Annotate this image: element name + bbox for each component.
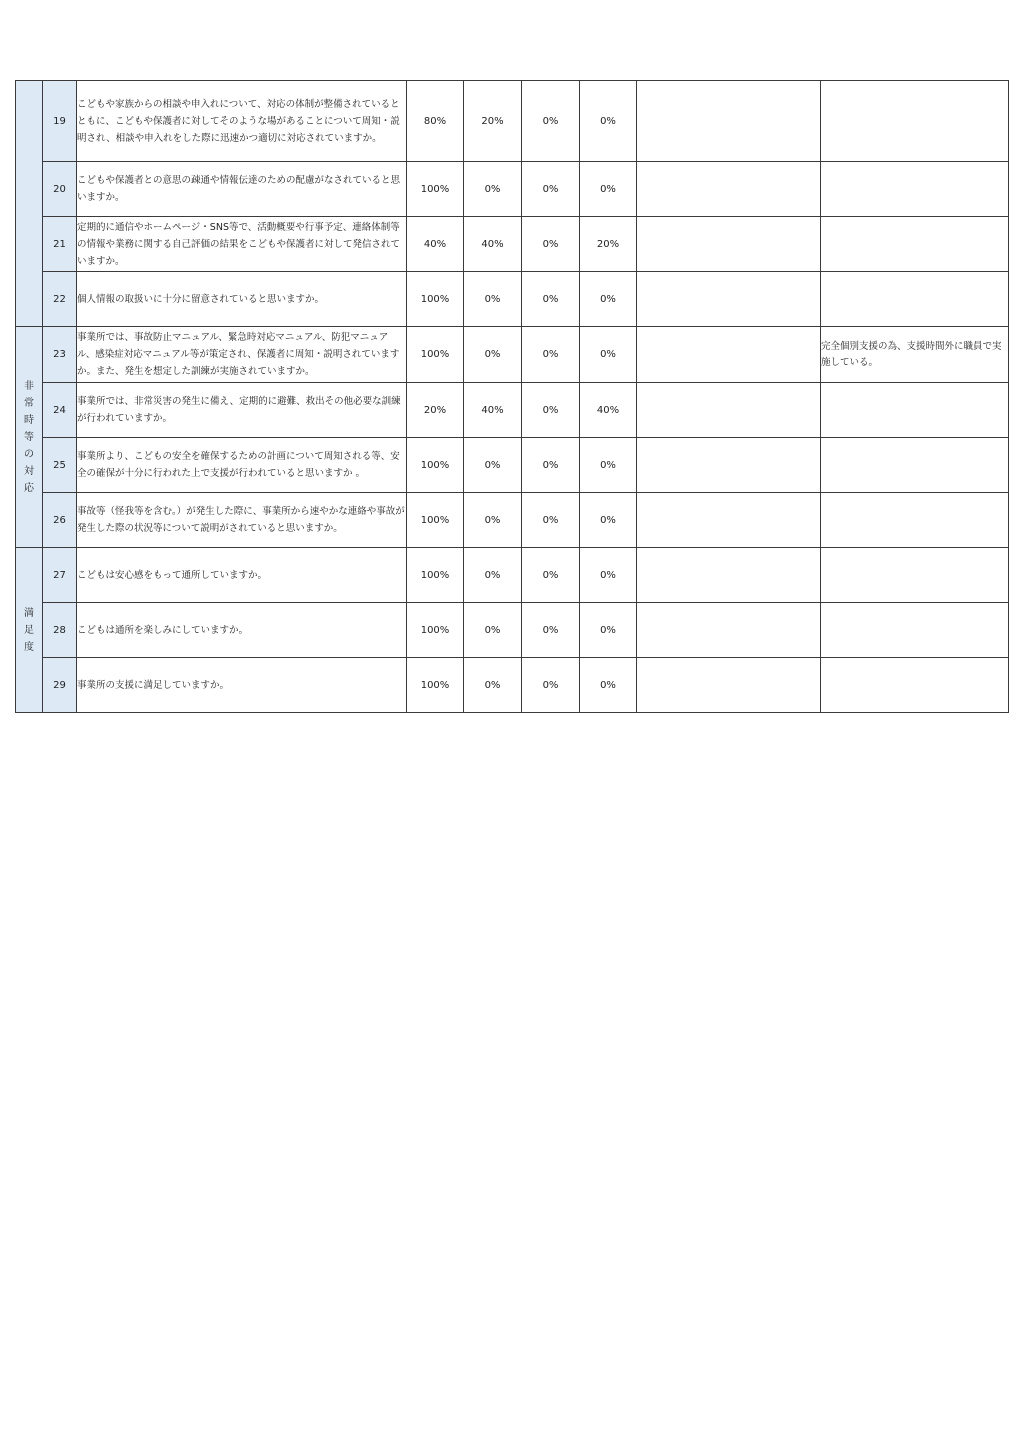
pct-somewhat: 0%	[464, 548, 522, 603]
pct-somewhat: 0%	[464, 658, 522, 713]
category-emergency	[16, 327, 43, 548]
table-row	[16, 383, 1009, 438]
response-cell	[821, 603, 1009, 658]
response-cell	[821, 438, 1009, 493]
pct-no: 0%	[522, 81, 580, 162]
question-number: 29	[43, 658, 77, 713]
pct-no: 0%	[522, 493, 580, 548]
comment-cell	[637, 603, 821, 658]
pct-unknown: 0%	[580, 162, 637, 217]
pct-unknown: 0%	[580, 438, 637, 493]
pct-unknown: 0%	[580, 327, 637, 383]
question-text: 事業所の支援に満足していますか。	[77, 658, 407, 713]
question-text: 事故等（怪我等を含む。）が発生した際に、事業所から速やかな連絡や事故が発生した際の状況等について説明がされていると思いますか。	[77, 493, 407, 548]
table-row	[16, 493, 1009, 548]
table-row	[16, 548, 1009, 603]
table-row	[16, 81, 1009, 162]
pct-somewhat: 40%	[464, 383, 522, 438]
pct-yes: 100%	[407, 438, 464, 493]
survey-table	[15, 80, 1009, 713]
question-text: こどもや家族からの相談や申入れについて、対応の体制が整備されているとともに、こどもや保護者に対してそのような場があることについて周知・説明され、相談や申入れをした際に迅速かつ適切に対応されていますか。	[77, 81, 407, 162]
comment-cell	[637, 548, 821, 603]
pct-yes: 100%	[407, 272, 464, 327]
table-row	[16, 603, 1009, 658]
pct-unknown: 0%	[580, 493, 637, 548]
pct-somewhat: 0%	[464, 438, 522, 493]
pct-unknown: 0%	[580, 81, 637, 162]
pct-no: 0%	[522, 658, 580, 713]
pct-yes: 100%	[407, 327, 464, 383]
question-number: 27	[43, 548, 77, 603]
question-number: 19	[43, 81, 77, 162]
comment-cell	[637, 272, 821, 327]
comment-cell	[637, 493, 821, 548]
pct-no: 0%	[522, 383, 580, 438]
comment-cell	[637, 658, 821, 713]
question-number: 21	[43, 217, 77, 272]
question-number: 25	[43, 438, 77, 493]
pct-yes: 100%	[407, 493, 464, 548]
pct-somewhat: 0%	[464, 327, 522, 383]
pct-no: 0%	[522, 217, 580, 272]
question-text: 事業所では、非常災害の発生に備え、定期的に避難、救出その他必要な訓練が行われていますか。	[77, 383, 407, 438]
pct-unknown: 0%	[580, 548, 637, 603]
question-number: 23	[43, 327, 77, 383]
comment-cell	[637, 81, 821, 162]
category-satisfaction	[16, 548, 43, 713]
table-row	[16, 438, 1009, 493]
question-number: 20	[43, 162, 77, 217]
comment-cell	[637, 383, 821, 438]
pct-somewhat: 40%	[464, 217, 522, 272]
pct-unknown: 20%	[580, 217, 637, 272]
category-label: 非常時等の対応	[24, 380, 34, 494]
response-cell	[821, 383, 1009, 438]
question-text: 定期的に通信やホームページ・SNS等で、活動概要や行事予定、連絡体制等の情報や業務に関する自己評価の結果をこどもや保護者に対して発信されていますか。	[77, 217, 407, 272]
pct-yes: 20%	[407, 383, 464, 438]
table-row	[16, 217, 1009, 272]
pct-yes: 40%	[407, 217, 464, 272]
pct-yes: 100%	[407, 603, 464, 658]
question-number: 24	[43, 383, 77, 438]
pct-unknown: 0%	[580, 603, 637, 658]
pct-somewhat: 20%	[464, 81, 522, 162]
pct-no: 0%	[522, 272, 580, 327]
comment-cell	[637, 438, 821, 493]
question-number: 22	[43, 272, 77, 327]
response-cell: 完全個別支援の為、支援時間外に職員で実施している。	[821, 327, 1009, 383]
table-row	[16, 272, 1009, 327]
pct-yes: 100%	[407, 548, 464, 603]
question-text: こどもや保護者との意思の疎通や情報伝達のための配慮がなされていると思いますか。	[77, 162, 407, 217]
pct-no: 0%	[522, 327, 580, 383]
comment-cell	[637, 327, 821, 383]
comment-cell	[637, 217, 821, 272]
comment-cell	[637, 162, 821, 217]
response-cell	[821, 548, 1009, 603]
table-row	[16, 162, 1009, 217]
response-cell	[821, 493, 1009, 548]
category-cell-previous	[16, 81, 43, 327]
response-cell	[821, 658, 1009, 713]
pct-unknown: 0%	[580, 658, 637, 713]
question-text: 事業所では、事故防止マニュアル、緊急時対応マニュアル、防犯マニュアル、感染症対応マニュアル等が策定され、保護者に周知・説明されていますか。また、発生を想定した訓練が実施されていますか。	[77, 327, 407, 383]
pct-no: 0%	[522, 548, 580, 603]
pct-somewhat: 0%	[464, 493, 522, 548]
question-text: こどもは通所を楽しみにしていますか。	[77, 603, 407, 658]
pct-somewhat: 0%	[464, 162, 522, 217]
table-row	[16, 658, 1009, 713]
pct-yes: 80%	[407, 81, 464, 162]
response-cell	[821, 81, 1009, 162]
pct-no: 0%	[522, 603, 580, 658]
question-text: 事業所より、こどもの安全を確保するための計画について周知される等、安全の確保が十分に行われた上で支援が行われていると思いますか 。	[77, 438, 407, 493]
pct-no: 0%	[522, 162, 580, 217]
category-label: 満足度	[24, 607, 34, 653]
response-cell	[821, 162, 1009, 217]
response-cell	[821, 272, 1009, 327]
question-number: 28	[43, 603, 77, 658]
pct-yes: 100%	[407, 162, 464, 217]
pct-no: 0%	[522, 438, 580, 493]
pct-yes: 100%	[407, 658, 464, 713]
pct-somewhat: 0%	[464, 272, 522, 327]
question-number: 26	[43, 493, 77, 548]
pct-unknown: 40%	[580, 383, 637, 438]
question-text: 個人情報の取扱いに十分に留意されていると思いますか。	[77, 272, 407, 327]
pct-unknown: 0%	[580, 272, 637, 327]
pct-somewhat: 0%	[464, 603, 522, 658]
response-cell	[821, 217, 1009, 272]
question-text: こどもは安心感をもって通所していますか。	[77, 548, 407, 603]
table-row	[16, 327, 1009, 383]
